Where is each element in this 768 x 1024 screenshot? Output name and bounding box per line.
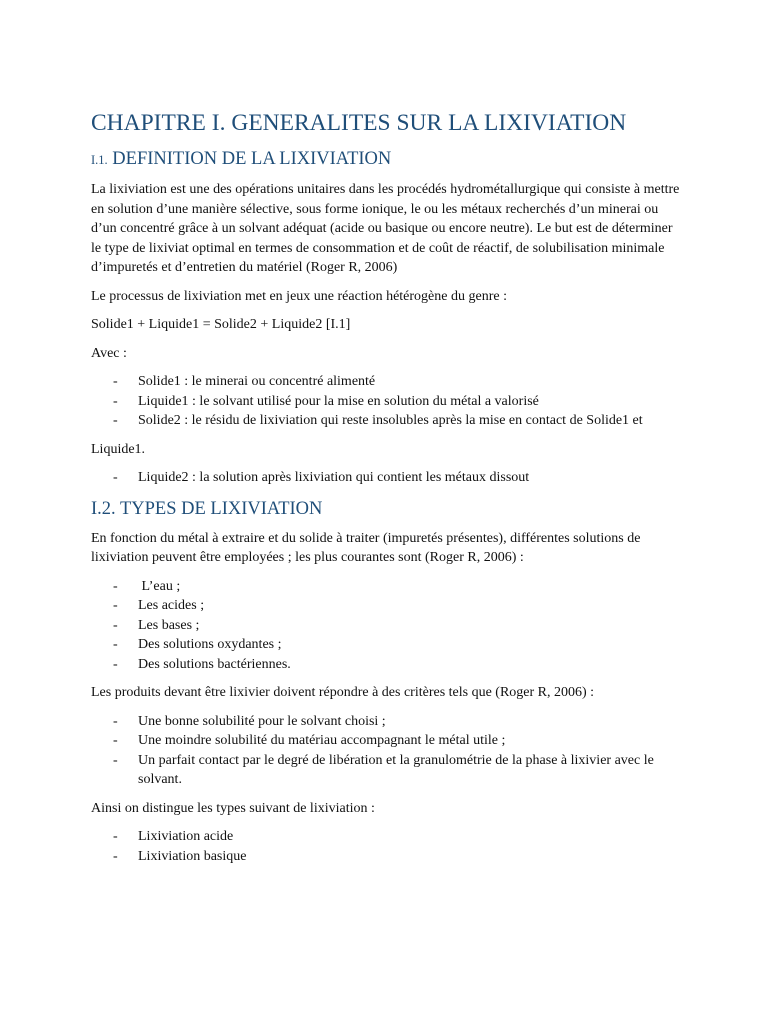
- list-item: [91, 655, 681, 675]
- dash-bullet: -: [113, 752, 118, 768]
- list-item: [91, 712, 681, 732]
- solutions-list: [91, 577, 681, 675]
- criteria-list: [91, 712, 681, 790]
- dash-bullet: -: [113, 393, 118, 409]
- dash-bullet: -: [113, 413, 118, 428]
- list-item-text: Des solutions oxydantes ;: [138, 637, 282, 652]
- dash-bullet: -: [113, 578, 118, 594]
- reaction-terms-list-continued: [91, 468, 681, 488]
- list-item-text: Solide2 : le résidu de lixiviation qui reste insolubles après la mise en contact de Solide1 et: [138, 413, 643, 428]
- types-intro-paragraph: Ainsi on distingue les types suivant de lixiviation :: [91, 800, 375, 816]
- list-item: [91, 577, 681, 597]
- list-item-text: Un parfait contact par le degré de libération et la granulométrie de la phase à lixivier avec le solvant.: [138, 752, 654, 787]
- types-list: [91, 827, 681, 866]
- list-item-text: Des solutions bactériennes.: [138, 656, 291, 672]
- liquide1-line: Liquide1.: [91, 441, 146, 457]
- document-page: [91, 108, 681, 875]
- dash-bullet: -: [113, 598, 118, 613]
- section-1-number: I.1.: [91, 153, 108, 167]
- definition-paragraph: La lixiviation est une des opérations unitaires dans les procédés hydrométallurgique qui consiste à mettre en solution d’une manière sélective, sous forme ionique, le ou les métaux recherchés d’un minerai ou d’un concentré grâce à un solvant adéquat (acide ou basique ou encore neutre). Le but est de déterminer le type de lixiviat optimal en termes de consommation et de coût de réactif, de solubilisation minimale d’impuretés et d’entretien du matériel (Roger R, 2006): [91, 182, 680, 275]
- list-item: [91, 635, 681, 655]
- reaction-terms-list: [91, 372, 681, 431]
- list-item: [91, 751, 681, 790]
- list-item-text: Lixiviation basique: [138, 848, 247, 864]
- list-item: [91, 827, 681, 847]
- list-item: [91, 596, 681, 616]
- reaction-equation: Solide1 + Liquide1 = Solide2 + Liquide2 [I.1]: [91, 317, 351, 332]
- section-1-heading: [91, 147, 681, 172]
- criteria-intro-paragraph: Les produits devant être lixivier doivent répondre à des critères tels que (Roger R, 2006) :: [91, 685, 595, 700]
- dash-bullet: -: [113, 713, 118, 729]
- section-1-title: DEFINITION DE LA LIXIVIATION: [112, 149, 392, 169]
- dash-bullet: -: [113, 656, 118, 672]
- list-item: [91, 411, 681, 431]
- list-item-text: L’eau ;: [138, 578, 181, 594]
- list-item: [91, 372, 681, 392]
- solutions-intro-paragraph: En fonction du métal à extraire et du solide à traiter (impuretés présentes), différentes solutions de lixiviation peuvent être employées ; les plus courantes sont (Roger R, 2006) :: [91, 530, 641, 565]
- list-item-text: Une moindre solubilité du matériau accompagnant le métal utile ;: [138, 733, 506, 748]
- dash-bullet: -: [113, 733, 118, 748]
- list-item-text: Liquide1 : le solvant utilisé pour la mise en solution du métal a valorisé: [138, 393, 539, 409]
- dash-bullet: -: [113, 637, 118, 652]
- list-item: [91, 616, 681, 636]
- list-item: [91, 392, 681, 412]
- list-item-text: Lixiviation acide: [138, 829, 234, 844]
- dash-bullet: -: [113, 470, 118, 485]
- dash-bullet: -: [113, 848, 118, 864]
- dash-bullet: -: [113, 617, 118, 633]
- list-item-text: Les acides ;: [138, 598, 205, 613]
- process-paragraph: Le processus de lixiviation met en jeux une réaction hétérogène du genre :: [91, 288, 507, 304]
- list-item-text: Liquide2 : la solution après lixiviation qui contient les métaux dissout: [138, 470, 530, 485]
- avec-label: Avec :: [91, 345, 127, 361]
- list-item-text: Une bonne solubilité pour le solvant choisi ;: [138, 713, 386, 729]
- chapter-title: CHAPITRE I. GENERALITES SUR LA LIXIVIATION: [91, 110, 627, 136]
- list-item: [91, 847, 681, 867]
- dash-bullet: -: [113, 374, 118, 389]
- section-2-title: I.2. TYPES DE LIXIVIATION: [91, 498, 323, 519]
- list-item: [91, 468, 681, 488]
- dash-bullet: -: [113, 829, 118, 844]
- list-item-text: Solide1 : le minerai ou concentré alimenté: [138, 374, 376, 389]
- list-item: [91, 731, 681, 751]
- list-item-text: Les bases ;: [138, 617, 200, 633]
